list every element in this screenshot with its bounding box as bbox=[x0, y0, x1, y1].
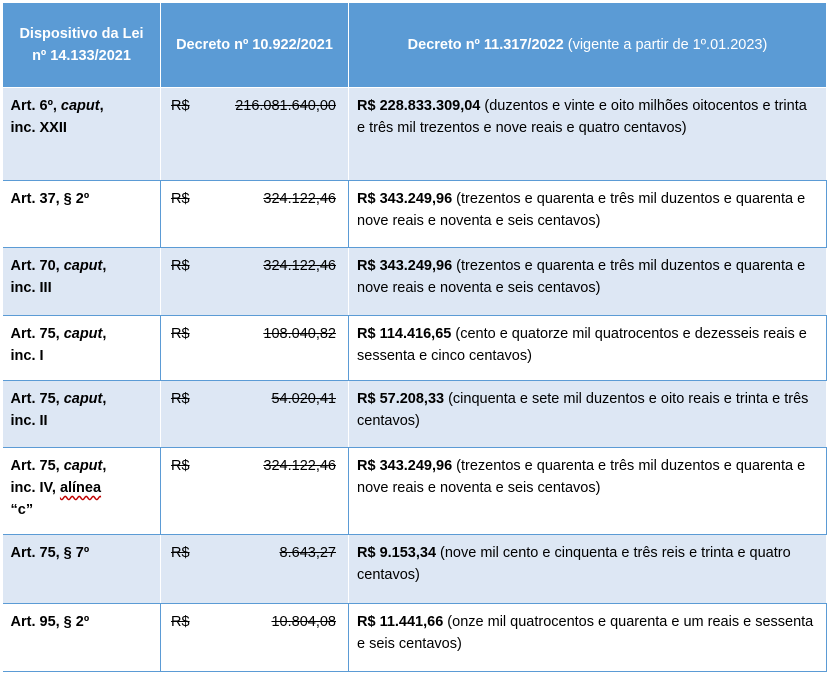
old-currency: R$ bbox=[171, 545, 190, 561]
header-vigencia-note: (vigente a partir de 1º.01.2023) bbox=[567, 37, 768, 53]
new-value-words: (nove mil cento e cinquenta e três reis e trinta e quatro centavos) bbox=[357, 545, 791, 583]
dispositivo-inciso: inc. III bbox=[10, 280, 52, 296]
new-value: R$ 343.249,96 bbox=[357, 258, 453, 274]
old-value-cell bbox=[161, 88, 349, 181]
header-decreto-10922: Decreto nº 10.922/2021 bbox=[161, 3, 349, 88]
old-currency: R$ bbox=[171, 98, 190, 114]
new-value-words: (trezentos e quarenta e três mil duzentos e quarenta e nove reais e noventa e seis centavos) bbox=[357, 458, 806, 496]
new-value-words: (onze mil quatrocentos e quarenta e um reais e sessenta e seis centavos) bbox=[357, 614, 814, 652]
new-value-words: (cento e quatorze mil quatrocentos e dezesseis reais e sessenta e cinco centavos) bbox=[357, 326, 807, 364]
header-dispositivo: Dispositivo da Lei nº 14.133/2021 bbox=[3, 3, 161, 88]
header-decreto-11317-title: Decreto nº 11.317/2022 bbox=[407, 37, 564, 53]
dispositivo-cell bbox=[3, 88, 161, 181]
dispositivo-italic: caput bbox=[63, 458, 103, 474]
old-value-cell bbox=[161, 448, 349, 535]
table-row bbox=[3, 604, 827, 672]
new-value: R$ 228.833.309,04 bbox=[357, 98, 481, 114]
new-value-cell bbox=[349, 248, 827, 316]
new-value-cell bbox=[349, 381, 827, 448]
dispositivo-italic: caput bbox=[63, 258, 103, 274]
dispositivo-text: Art. 75, bbox=[10, 458, 64, 474]
table-row bbox=[3, 181, 827, 248]
old-value: 108.040,82 bbox=[263, 326, 336, 342]
header-row bbox=[3, 3, 827, 88]
dispositivo-italic: caput bbox=[63, 326, 103, 342]
old-value-cell bbox=[161, 535, 349, 604]
dispositivo-cell bbox=[3, 535, 161, 604]
new-value-cell bbox=[349, 604, 827, 672]
dispositivo-cell bbox=[3, 181, 161, 248]
old-value: 324.122,46 bbox=[263, 191, 336, 207]
table-row bbox=[3, 381, 827, 448]
old-value-cell bbox=[161, 381, 349, 448]
dispositivo-italic: caput bbox=[63, 391, 103, 407]
header-decreto-11317 bbox=[349, 3, 827, 88]
new-value: R$ 343.249,96 bbox=[357, 191, 453, 207]
old-currency: R$ bbox=[171, 458, 190, 474]
dispositivo-comma: , bbox=[102, 458, 107, 474]
old-value: 54.020,41 bbox=[271, 391, 336, 407]
old-value-cell bbox=[161, 181, 349, 248]
new-value: R$ 343.249,96 bbox=[357, 458, 453, 474]
table-row bbox=[3, 535, 827, 604]
old-value-cell bbox=[161, 316, 349, 381]
dispositivo-text: Art. 37, § 2º bbox=[10, 191, 90, 207]
new-value: R$ 9.153,34 bbox=[357, 545, 437, 561]
new-value-cell bbox=[349, 316, 827, 381]
dispositivo-inciso: inc. II bbox=[10, 413, 48, 429]
new-value: R$ 57.208,33 bbox=[357, 391, 445, 407]
dispositivo-italic: caput bbox=[60, 98, 100, 114]
old-value-cell bbox=[161, 604, 349, 672]
dispositivo-text: Art. 6º, bbox=[10, 98, 61, 114]
dispositivo-inciso: inc. I bbox=[10, 348, 44, 364]
old-currency: R$ bbox=[171, 258, 190, 274]
dispositivo-text: Art. 75, bbox=[10, 326, 64, 342]
table-row bbox=[3, 448, 827, 535]
new-value-cell bbox=[349, 88, 827, 181]
new-value-words: (trezentos e quarenta e três mil duzentos e quarenta e nove reais e noventa e seis centavos) bbox=[357, 258, 806, 296]
dispositivo-alinea: alínea bbox=[59, 480, 102, 496]
dispositivo-comma: , bbox=[102, 258, 107, 274]
new-value-cell bbox=[349, 535, 827, 604]
new-value-words: (duzentos e vinte e oito milhões oitocentos e trinta e três mil trezentos e nove reais e quatro centavos) bbox=[357, 98, 807, 136]
old-value-cell bbox=[161, 248, 349, 316]
new-value-words: (trezentos e quarenta e três mil duzentos e quarenta e nove reais e noventa e seis centavos) bbox=[357, 191, 806, 229]
table-row bbox=[3, 88, 827, 181]
dispositivo-cell bbox=[3, 604, 161, 672]
dispositivo-cell bbox=[3, 316, 161, 381]
dispositivo-comma: , bbox=[102, 391, 107, 407]
dispositivo-cell bbox=[3, 381, 161, 448]
table-row bbox=[3, 316, 827, 381]
dispositivo-comma: , bbox=[102, 326, 107, 342]
dispositivo-comma: , bbox=[99, 98, 104, 114]
new-value-cell bbox=[349, 448, 827, 535]
dispositivo-text: Art. 70, bbox=[10, 258, 64, 274]
old-value: 216.081.640,00 bbox=[235, 98, 336, 114]
old-value: 10.804,08 bbox=[271, 614, 336, 630]
old-currency: R$ bbox=[171, 614, 190, 630]
old-currency: R$ bbox=[171, 391, 190, 407]
old-value: 8.643,27 bbox=[279, 545, 336, 561]
dispositivo-inciso: inc. XXII bbox=[10, 120, 67, 136]
old-currency: R$ bbox=[171, 326, 190, 342]
dispositivo-cell bbox=[3, 248, 161, 316]
old-value: 324.122,46 bbox=[263, 458, 336, 474]
old-currency: R$ bbox=[171, 191, 190, 207]
new-value-cell bbox=[349, 181, 827, 248]
table-row bbox=[3, 248, 827, 316]
old-value: 324.122,46 bbox=[263, 258, 336, 274]
values-table bbox=[2, 2, 827, 672]
dispositivo-text: Art. 75, bbox=[10, 391, 64, 407]
dispositivo-inciso: inc. IV, bbox=[10, 480, 60, 496]
new-value: R$ 114.416,65 bbox=[357, 326, 452, 342]
dispositivo-text: Art. 95, § 2º bbox=[10, 614, 90, 630]
dispositivo-cell bbox=[3, 448, 161, 535]
dispositivo-alinea-letter: “c” bbox=[10, 502, 34, 518]
new-value-words: (cinquenta e sete mil duzentos e oito reais e trinta e três centavos) bbox=[357, 391, 809, 429]
dispositivo-text: Art. 75, § 7º bbox=[10, 545, 90, 561]
new-value: R$ 11.441,66 bbox=[357, 614, 444, 630]
